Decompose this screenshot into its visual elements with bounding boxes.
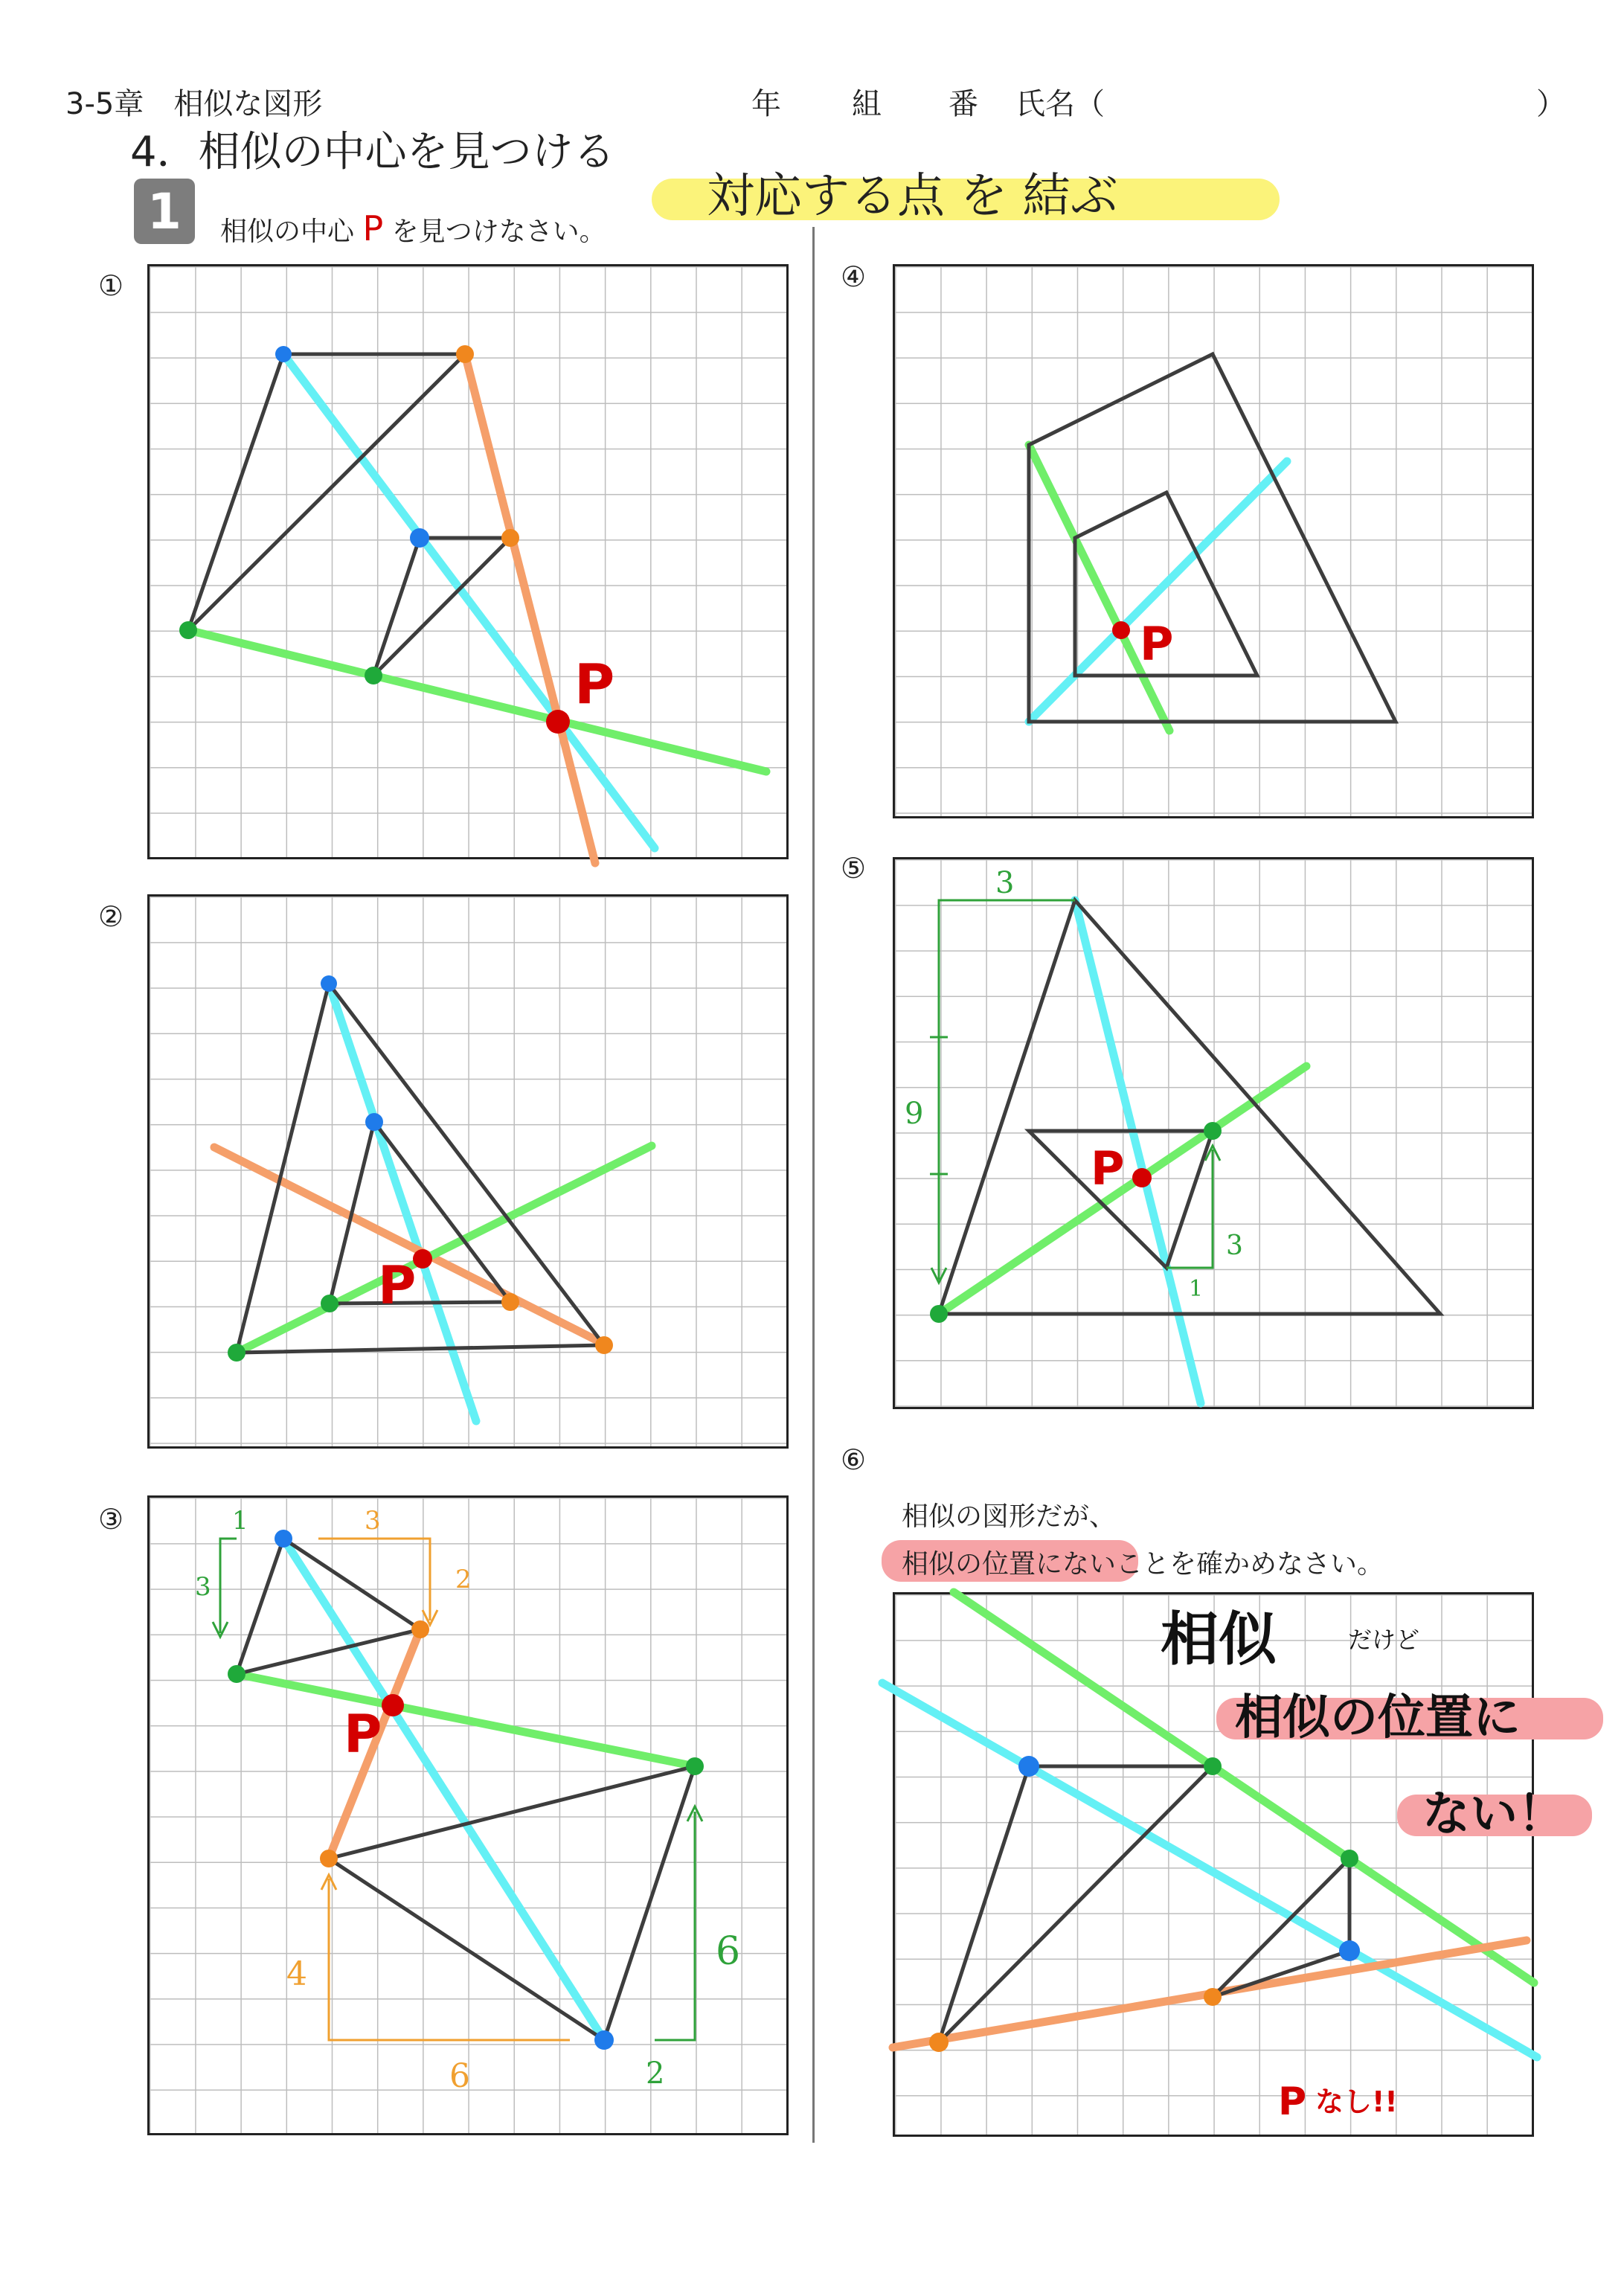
p5-point-green-large [930, 1305, 948, 1323]
p1-green-line [188, 630, 766, 772]
handwritten-tip: 対応する点 を 結ぶ [707, 169, 1118, 224]
instruction-p: P [362, 208, 384, 248]
instruction-pre: 相似の中心 [220, 217, 355, 247]
panel-6-label: ⑥ [841, 1443, 867, 1476]
problem-number-badge: 1 [134, 179, 195, 244]
p3-blue-line [283, 1539, 604, 2040]
page-title: 4．相似の中心を見つける [130, 128, 615, 176]
p6-point-blue-large [1018, 1756, 1039, 1777]
p3-point-green-small [228, 1665, 245, 1683]
p1-point-green-small [365, 667, 382, 684]
p3-mark-orange-small [318, 1539, 430, 1620]
panel-4-figure [1029, 354, 1396, 731]
p4-blue-line [1029, 461, 1287, 722]
p3-mark-6-green: 6 [716, 1929, 741, 1974]
instruction-post: を見つけなさい。 [391, 217, 606, 247]
p5-mark-9: 9 [905, 1097, 924, 1131]
p3-mark-3-green: 3 [195, 1572, 211, 1602]
p4-green-line [1029, 445, 1169, 731]
name-label: 氏名（ [1015, 87, 1105, 121]
panel-2-figure [214, 975, 652, 1421]
p2-point-orange-small [501, 1293, 519, 1311]
p3-mark-2-green: 2 [646, 2056, 665, 2091]
panel-6-text-rest: ことを確かめなさい。 [1116, 1549, 1384, 1580]
name-close-paren: ） [1536, 87, 1566, 121]
p6-note-p: P [1278, 2079, 1307, 2124]
p1-point-orange-small [501, 529, 519, 547]
p3-green-line [237, 1674, 695, 1766]
p1-point-blue-small [410, 528, 429, 548]
p6-note-position: 相似の位置に [1235, 1690, 1521, 1745]
p3-mark-6-orange: 6 [449, 2057, 470, 2095]
p3-mark-orange-large [329, 1879, 570, 2040]
p2-large-triangle [237, 984, 604, 1353]
panel-2-label: ② [98, 900, 124, 933]
p5-mark-3-top: 3 [995, 866, 1015, 900]
p2-center-label: P [378, 1255, 417, 1316]
p5-mark-3-small: 3 [1226, 1231, 1243, 1261]
panel-5-figure [905, 866, 1440, 1403]
p6-point-orange-small [1204, 1988, 1222, 2006]
p3-mark-2-orange: 2 [455, 1565, 472, 1594]
class-label: 組 [852, 87, 882, 121]
p3-point-blue-small [275, 1530, 292, 1548]
p6-note-none: なし!! [1315, 2085, 1398, 2118]
p3-mark-green-large [655, 1812, 695, 2040]
number-label: 番 [949, 87, 978, 121]
p5-large-triangle [939, 900, 1440, 1314]
chapter-label: 3-5章 相似な図形 [65, 87, 323, 121]
p6-note-similar: 相似 [1161, 1606, 1277, 1673]
p3-center-label: P [344, 1704, 382, 1765]
p2-point-green-small [321, 1295, 338, 1312]
panel-3-label: ③ [98, 1503, 124, 1536]
p3-center-point [382, 1694, 404, 1716]
p1-orange-line [465, 354, 595, 863]
p6-note-not: ない！ [1422, 1787, 1565, 1842]
panel-6-text-line1: 相似の図形だが、 [902, 1501, 1117, 1532]
p3-point-blue-large [594, 2030, 614, 2050]
p2-point-green-large [228, 1344, 245, 1362]
panel-1-label: ① [98, 269, 124, 302]
p3-mark-1: 1 [232, 1506, 248, 1536]
p6-note-but: だけど [1348, 1626, 1420, 1654]
p1-point-green-large [179, 621, 197, 639]
p2-small-triangle [330, 1122, 510, 1303]
p1-blue-line [283, 354, 655, 848]
p3-mark-4: 4 [286, 1955, 307, 1993]
p1-point-blue-large [275, 346, 292, 362]
panel-6-text-highlight: 相似の位置にない [902, 1549, 1117, 1580]
panel-4-label: ④ [841, 260, 867, 293]
p2-blue-line [329, 984, 476, 1421]
p3-point-orange-large [320, 1850, 338, 1867]
panel-1-figure [179, 345, 766, 863]
p3-point-green-large [686, 1757, 704, 1775]
p4-center-label: P [1140, 617, 1174, 671]
p3-mark-green-small [220, 1539, 237, 1633]
p4-center-point [1112, 621, 1130, 639]
p5-point-green-small [1204, 1122, 1222, 1140]
p2-point-blue-large [321, 975, 337, 992]
p1-large-triangle [188, 354, 465, 630]
panel-6-figure [882, 1592, 1565, 2124]
p2-point-blue-small [365, 1113, 383, 1131]
panel-3-figure [195, 1506, 740, 2095]
p3-point-orange-small [411, 1620, 429, 1638]
p1-point-orange-large [456, 345, 474, 363]
p5-mark-1: 1 [1189, 1276, 1204, 1302]
p6-point-green-large [1204, 1757, 1222, 1775]
p3-mark-3-orange: 3 [365, 1506, 381, 1536]
panel-5-label: ⑤ [841, 852, 867, 885]
p6-point-blue-small [1339, 1940, 1360, 1961]
p5-center-label: P [1091, 1141, 1125, 1196]
p1-center-label: P [574, 652, 615, 716]
p5-center-point [1132, 1168, 1152, 1187]
p6-point-orange-large [929, 2033, 949, 2052]
p6-point-green-small [1341, 1850, 1358, 1867]
p1-center-point [546, 710, 570, 734]
year-label: 年 [751, 87, 781, 121]
p2-point-orange-large [595, 1336, 613, 1354]
